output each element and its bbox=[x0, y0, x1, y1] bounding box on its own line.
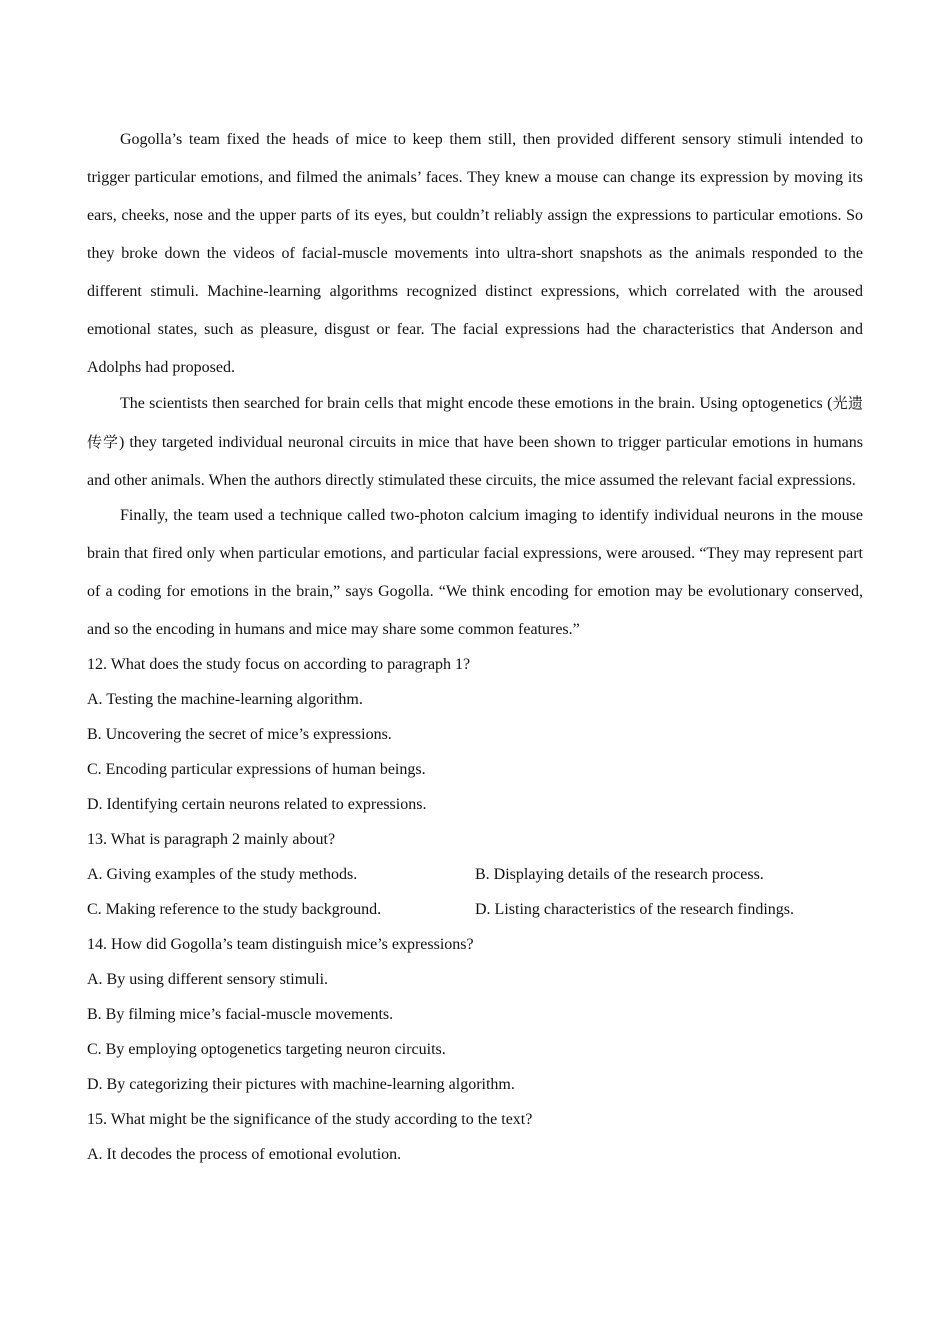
question-12-option-a: A. Testing the machine-learning algorithm. bbox=[87, 691, 363, 708]
question-12-option-c: C. Encoding particular expressions of human beings. bbox=[87, 761, 426, 778]
document-page bbox=[87, 121, 863, 1172]
passage-paragraph-1: Gogolla’s team fixed the heads of mice to keep them still, then provided different sensory stimuli intended to trigger particular emotions, and filmed the animals’ faces. They knew a mouse can change its expression by moving its ears, cheeks, nose and the upper parts of its eyes, but couldn’t reliably assign the expressions to particular emotions. So they broke down the videos of facial-muscle movements into ultra-short snapshots as the animals responded to the different stimuli. Machine-learning algorithms recognized distinct expressions, which correlated with the aroused emotional states, such as pleasure, disgust or fear. The facial expressions had the characteristics that Anderson and Adolphs had proposed. bbox=[87, 131, 863, 376]
p2-text-before: The scientists then searched for brain cells that might encode these emotions in the brain. Using optogenetics ( bbox=[120, 395, 833, 412]
question-13-option-a: A. Giving examples of the study methods. bbox=[87, 866, 358, 883]
question-12-option-d: D. Identifying certain neurons related to expressions. bbox=[87, 796, 427, 813]
question-12-option-b: B. Uncovering the secret of mice’s expressions. bbox=[87, 726, 392, 743]
question-13-option-c: C. Making reference to the study background. bbox=[87, 901, 382, 918]
p2-text-after: ) they targeted individual neuronal circuits in mice that have been shown to trigger particular emotions in humans and other animals. When the authors directly stimulated these circuits, the mice assumed the relevant facial expressions. bbox=[87, 434, 863, 489]
question-15-stem: 15. What might be the significance of the study according to the text? bbox=[87, 1111, 533, 1128]
question-14-option-b: B. By filming mice’s facial-muscle movements. bbox=[87, 1006, 394, 1023]
question-13-options-row-2 bbox=[87, 892, 863, 927]
question-13-options-row-1 bbox=[87, 857, 863, 892]
question-12-stem: 12. What does the study focus on according to paragraph 1? bbox=[87, 656, 471, 673]
question-13-option-d: D. Listing characteristics of the research findings. bbox=[475, 901, 794, 918]
question-13-option-b: B. Displaying details of the research process. bbox=[475, 866, 764, 883]
question-14-option-c: C. By employing optogenetics targeting neuron circuits. bbox=[87, 1041, 446, 1058]
question-14-option-d: D. By categorizing their pictures with machine-learning algorithm. bbox=[87, 1076, 515, 1093]
passage-paragraph-3: Finally, the team used a technique called two-photon calcium imaging to identify individual neurons in the mouse brain that fired only when particular emotions, and particular facial expressions, were aroused. “They may represent part of a coding for emotions in the brain,” says Gogolla. “We think encoding for emotion may be evolutionary conserved, and so the encoding in humans and mice may share some common features.” bbox=[87, 507, 863, 638]
question-15-option-a: A. It decodes the process of emotional evolution. bbox=[87, 1146, 402, 1163]
p2-chinese-term: 光遗传学 bbox=[87, 394, 863, 451]
questions-section bbox=[87, 647, 863, 1172]
question-14-option-a: A. By using different sensory stimuli. bbox=[87, 971, 329, 988]
passage-paragraph-2 bbox=[87, 384, 863, 500]
question-13-stem: 13. What is paragraph 2 mainly about? bbox=[87, 831, 336, 848]
question-14-stem: 14. How did Gogolla’s team distinguish mice’s expressions? bbox=[87, 936, 474, 953]
